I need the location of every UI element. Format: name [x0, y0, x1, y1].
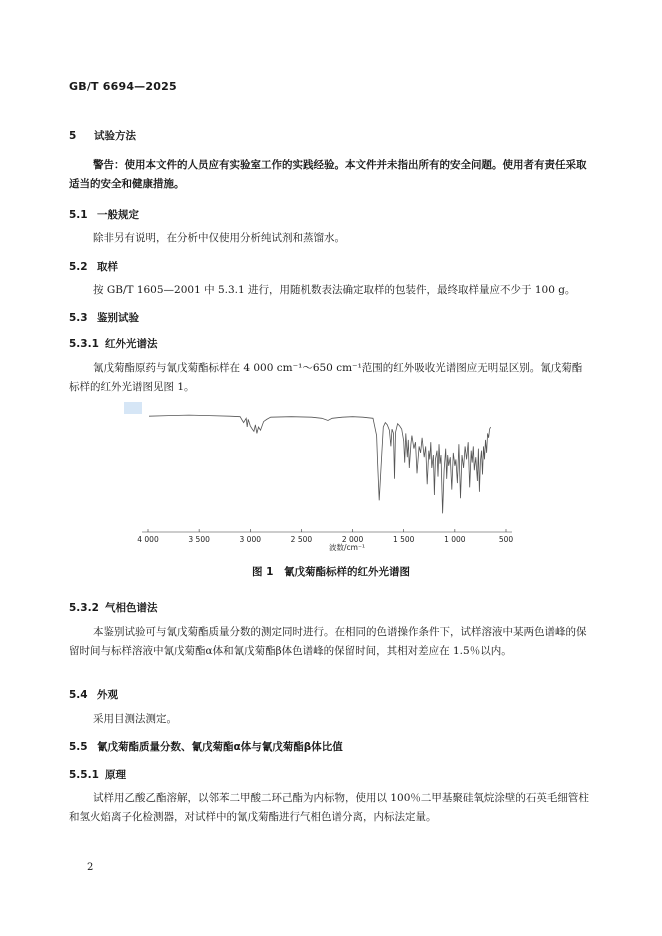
warning-label: 警告： — [93, 159, 125, 171]
section-5-5-1-heading — [69, 767, 126, 782]
section-title: 一般规定 — [97, 209, 139, 221]
x-axis — [137, 529, 513, 544]
x-tick-label: 3 000 — [239, 535, 262, 544]
section-5-1-heading — [69, 207, 139, 222]
section-5-3-heading — [69, 310, 139, 325]
x-tick-label: 1 500 — [392, 535, 415, 544]
section-5-4-text — [69, 710, 591, 729]
paragraph: 按 GB/T 1605—2001 中 5.3.1 进行，用随机数表法确定取样的包装件，最终取样量应不少于 100 g。 — [93, 284, 576, 296]
section-number: 5.3.2 — [69, 602, 99, 614]
section-number: 5.5.1 — [69, 769, 99, 781]
section-title: 取样 — [97, 261, 118, 273]
section-5-heading — [69, 128, 136, 143]
section-5-5-1-text — [69, 789, 591, 827]
section-number: 5 — [69, 130, 77, 142]
x-tick-label: 1 000 — [444, 535, 466, 544]
x-axis-label: 波数/cm⁻¹ — [329, 543, 365, 552]
x-tick-label: 4 000 — [137, 535, 159, 544]
section-number: 5.1 — [69, 209, 88, 221]
section-5-2-heading — [69, 259, 118, 274]
section-5-3-2-text — [69, 623, 591, 661]
section-5-5-heading — [69, 739, 343, 754]
section-title: 氰戊菊酯质量分数、氰戊菊酯α体与氰戊菊酯β体比值 — [97, 741, 343, 753]
section-number: 5.4 — [69, 689, 88, 701]
section-title: 鉴别试验 — [97, 312, 139, 324]
section-title: 气相色谱法 — [105, 602, 158, 614]
section-title: 红外光谱法 — [105, 338, 158, 350]
section-number: 5.2 — [69, 261, 88, 273]
section-number: 5.3.1 — [69, 338, 99, 350]
section-title: 原理 — [105, 769, 126, 781]
warning-paragraph — [69, 156, 591, 194]
section-5-1-text — [69, 229, 591, 248]
section-number: 5.3 — [69, 312, 88, 324]
section-5-3-1-heading — [69, 336, 158, 351]
ir-spectrum-chart — [122, 400, 520, 552]
standard-number: GB/T 6694—2025 — [69, 80, 177, 93]
watermark-logo — [124, 402, 142, 414]
section-5-4-heading — [69, 687, 118, 702]
section-5-3-1-text — [69, 359, 591, 397]
page-number: 2 — [87, 862, 94, 873]
section-title: 试验方法 — [94, 130, 136, 142]
spectrum-line — [149, 415, 491, 513]
paragraph: 试样用乙酸乙酯溶解，以邻苯二甲酸二环己酯为内标物，使用以 100％二甲基聚硅氧烷涂壁的石英毛细管柱和氢火焰离子化检测器，对试样中的氰戊菊酯进行气相色谱分离，内标法定量。 — [69, 792, 589, 823]
x-tick-label: 2 500 — [290, 535, 313, 544]
x-tick-label: 3 500 — [188, 535, 210, 544]
x-tick-label: 500 — [498, 535, 514, 544]
warning-text: 使用本文件的人员应有实验室工作的实践经验。本文件并未指出所有的安全问题。使用者有责任采取适当的安全和健康措施。 — [69, 159, 587, 190]
spectrum-series — [149, 415, 491, 513]
paragraph: 采用目测法测定。 — [93, 713, 177, 725]
section-number: 5.5 — [69, 741, 88, 753]
paragraph: 除非另有说明，在分析中仅使用分析纯试剂和蒸馏水。 — [93, 232, 345, 244]
paragraph: 氰戊菊酯原药与氰戊菊酯标样在 4 000 cm⁻¹～650 cm⁻¹范围的红外吸收光谱图应无明显区别。氰戊菊酯标样的红外光谱图见图 1。 — [69, 362, 583, 393]
paragraph: 本鉴别试验可与氰戊菊酯质量分数的测定同时进行。在相同的色谱操作条件下，试样溶液中某两色谱峰的保留时间与标样溶液中氰戊菊酯α体和氰戊菊酯β体色谱峰的保留时间，其相对差应在 1.5％以内。 — [69, 626, 587, 657]
section-title: 外观 — [97, 689, 118, 701]
figure-caption: 图 1 氰戊菊酯标样的红外光谱图 — [252, 566, 410, 578]
x-tick-label: 2 000 — [341, 535, 364, 544]
section-5-3-2-heading — [69, 600, 158, 615]
section-5-2-text — [69, 281, 591, 300]
